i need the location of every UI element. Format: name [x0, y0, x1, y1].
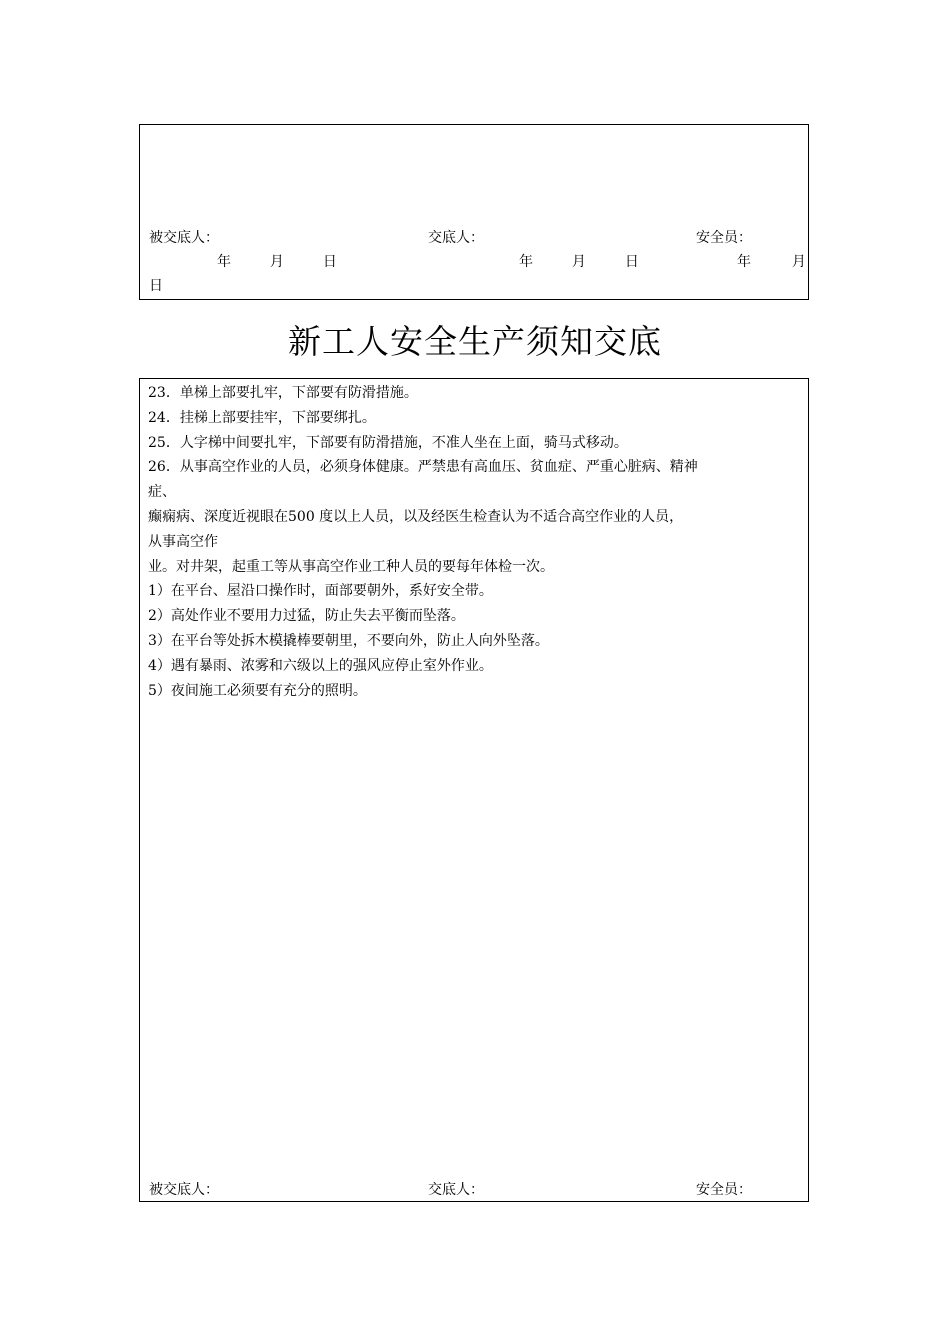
- year-label: 年: [737, 254, 751, 270]
- top-signature-box: [139, 124, 809, 300]
- safety-officer-day: [149, 277, 163, 295]
- year-label: 年: [217, 254, 231, 270]
- content-line: 症、: [148, 484, 176, 501]
- bottom-presenter-label: 交底人：: [428, 1182, 484, 1198]
- safety-officer-label: 安全员：: [696, 230, 752, 246]
- content-line: 25．人字梯中间要扎牢，下部要有防滑措施，不准人坐在上面，骑马式移动。: [148, 434, 628, 451]
- content-line: 从事高空作: [148, 533, 218, 550]
- content-line: 24．挂梯上部要挂牢，下部要绑扎。: [148, 409, 376, 426]
- content-line: 5）夜间施工必须要有充分的照明。: [148, 682, 367, 699]
- month-label: 月: [571, 254, 586, 270]
- presenter-date: [519, 253, 639, 271]
- content-box: [139, 378, 809, 1202]
- safety-officer-date: [737, 253, 806, 271]
- recipient-label: 被交底人：: [149, 230, 219, 246]
- content-line: 4）遇有暴雨、浓雾和六级以上的强风应停止室外作业。: [148, 657, 493, 674]
- content-line: 23．单梯上部要扎牢，下部要有防滑措施。: [148, 385, 418, 401]
- day-label: 日: [322, 254, 337, 270]
- month-label: 月: [269, 254, 284, 270]
- page-title: 新工人安全生产须知交底: [288, 322, 662, 361]
- recipient-date: [217, 253, 337, 271]
- content-line: 26．从事高空作业的人员，必须身体健康。严禁患有高血压、贫血症、严重心脏病、精神: [148, 459, 698, 476]
- content-line: 癫痫病、深度近视眼在500 度以上人员，以及经医生检查认为不适合高空作业的人员，: [148, 508, 684, 525]
- year-label: 年: [519, 254, 533, 270]
- day-label: 日: [149, 278, 163, 294]
- presenter-label: 交底人：: [428, 230, 484, 246]
- content-line: 3）在平台等处拆木模撬棒要朝里，不要向外，防止人向外坠落。: [148, 632, 549, 649]
- bottom-safety-officer-label: 安全员：: [696, 1182, 752, 1198]
- day-label: 日: [624, 254, 639, 270]
- content-line: 业。对井架，起重工等从事高空作业工种人员的要每年体检一次。: [148, 558, 554, 575]
- content-line: 2）高处作业不要用力过猛，防止失去平衡而坠落。: [148, 608, 465, 625]
- month-label: 月: [791, 254, 806, 270]
- content-body: [148, 381, 804, 703]
- bottom-recipient-label: 被交底人：: [149, 1182, 219, 1198]
- content-line: 1）在平台、屋沿口操作时，面部要朝外，系好安全带。: [148, 583, 493, 600]
